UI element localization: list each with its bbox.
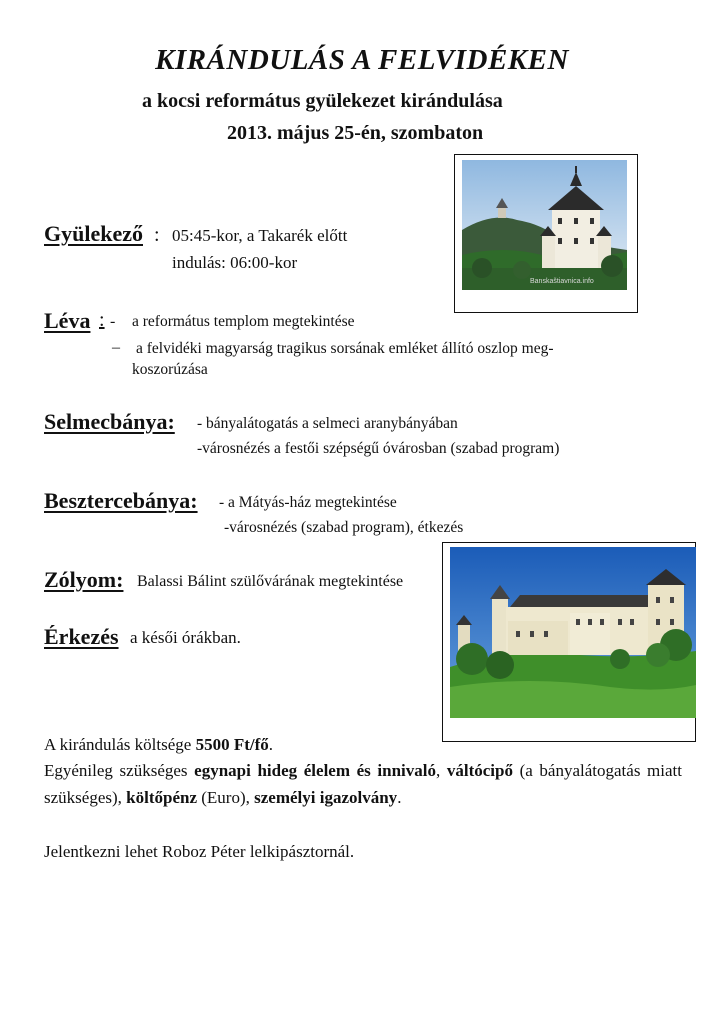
trip-date: 2013. május 25-én, szombaton — [227, 122, 484, 144]
selmecbanya-item-2: -városnézés a festői szépségű óvárosban (szabad program) — [197, 440, 560, 457]
needs-shoes: váltócipő — [446, 761, 513, 780]
gyulekezo-time: 05:45-kor, a Takarék előtt — [172, 226, 348, 245]
signup-note: Jelentkezni lehet Roboz Péter lelkipásztornál. — [44, 842, 355, 861]
section-label-zolyom: Zólyom: — [44, 567, 124, 592]
cost-prefix: A kirándulás költsége — [44, 735, 196, 754]
erkezes-text: a késői órákban. — [130, 628, 241, 647]
leva-colon: : — [99, 309, 105, 331]
page-title: KIRÁNDULÁS A FELVIDÉKEN — [155, 44, 569, 76]
needs-money: költőpénz — [126, 788, 197, 807]
leva-item-2-line-2: koszorúzása — [132, 361, 208, 378]
besztercebanya-item-1: - a Mátyás-ház megtekintése — [219, 494, 397, 511]
needs-text-5: . — [397, 788, 402, 807]
cost-suffix: . — [268, 735, 273, 754]
needs-food: egynapi hideg élelem és innivaló — [194, 761, 436, 780]
cost-amount: 5500 Ft/fő — [195, 735, 269, 754]
zolyom-text: Balassi Bálint szülővárának megtekintése — [137, 573, 404, 590]
selmecbanya-item-1: - bányalátogatás a selmeci aranybányában — [197, 415, 458, 432]
needs-text-1: Egyénileg szükséges — [44, 761, 195, 780]
section-label-gyulekezo: Gyülekező — [44, 221, 143, 246]
castle-photo-zolyom — [450, 547, 696, 718]
section-label-besztercebanya: Besztercebánya: — [44, 488, 198, 513]
besztercebanya-item-2: -városnézés (szabad program), étkezés — [224, 519, 464, 536]
gyulekezo-colon: : — [154, 224, 160, 246]
section-label-selmecbanya: Selmecbánya: — [44, 409, 175, 434]
castle-photo-selmecbanya — [462, 160, 627, 290]
photo-watermark: Banskaštiavnica.info — [530, 278, 594, 285]
needs-id-card: személyi igazolvány — [254, 788, 398, 807]
needs-text-4: (Euro), — [197, 788, 255, 807]
cost-line — [44, 735, 273, 755]
leva-item-2-bullet: – — [112, 339, 120, 356]
leva-dash: - — [110, 313, 116, 330]
gyulekezo-departure: indulás: 06:00-kor — [172, 253, 298, 272]
leva-item-1: a református templom megtekintése — [132, 313, 355, 330]
section-label-erkezes: Érkezés — [44, 624, 119, 649]
needs-text-3: (a bányalátogatás miatt szükséges), — [44, 761, 682, 807]
subtitle: a kocsi református gyülekezet kirándulása — [142, 90, 503, 112]
needs-text-2: , — [435, 761, 447, 780]
section-label-leva: Léva — [44, 308, 91, 333]
needs-paragraph — [44, 757, 682, 811]
leva-item-2-line-1: a felvidéki magyarság tragikus sorsának emléket állító oszlop meg- — [136, 340, 554, 357]
